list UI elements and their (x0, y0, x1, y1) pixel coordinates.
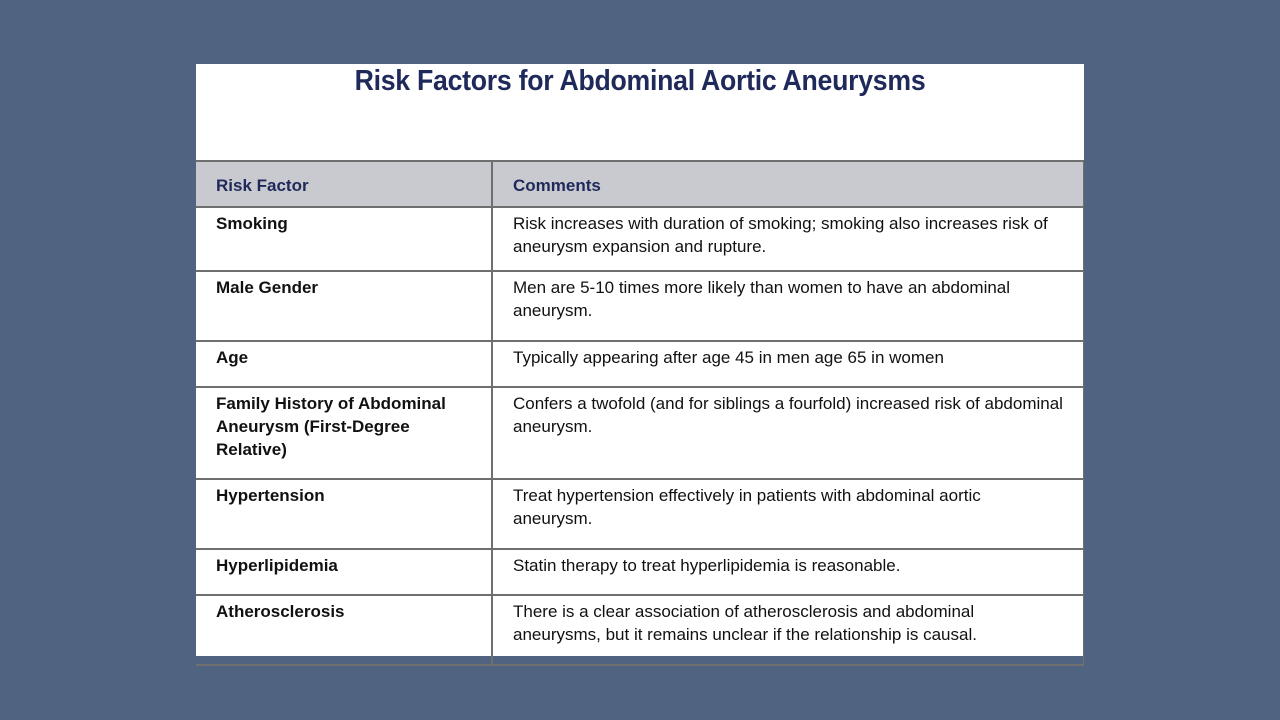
comment-cell: Risk increases with duration of smoking; smoking also increases risk of aneurysm expansion and rupture. (492, 207, 1084, 271)
risk-factor-cell: Age (196, 341, 492, 387)
comment-cell: There is a clear association of atherosclerosis and abdominal aneurysms, but it remains unclear if the relationship is causal. (492, 595, 1084, 665)
table-header-row (196, 161, 1084, 207)
comment-cell: Statin therapy to treat hyperlipidemia is reasonable. (492, 549, 1084, 595)
table-row (196, 549, 1084, 595)
slide (196, 64, 1084, 656)
header-comments: Comments (492, 161, 1084, 207)
comment-cell: Typically appearing after age 45 in men age 65 in women (492, 341, 1084, 387)
table-row (196, 479, 1084, 549)
risk-factor-cell: Male Gender (196, 271, 492, 341)
table-row (196, 271, 1084, 341)
risk-factor-cell: Atherosclerosis (196, 595, 492, 665)
table-row (196, 595, 1084, 665)
table-row (196, 207, 1084, 271)
table-row (196, 387, 1084, 479)
risk-factor-cell: Smoking (196, 207, 492, 271)
risk-factor-cell: Hypertension (196, 479, 492, 549)
comment-cell: Men are 5-10 times more likely than women to have an abdominal aneurysm. (492, 271, 1084, 341)
comment-cell: Confers a twofold (and for siblings a fourfold) increased risk of abdominal aneurysm. (492, 387, 1084, 479)
comment-cell: Treat hypertension effectively in patients with abdominal aortic aneurysm. (492, 479, 1084, 549)
risk-factor-cell: Hyperlipidemia (196, 549, 492, 595)
risk-factor-cell: Family History of Abdominal Aneurysm (First-Degree Relative) (196, 387, 492, 479)
slide-title-text: Risk Factors for Abdominal Aortic Aneurysms (354, 65, 926, 97)
risk-factors-table (196, 160, 1084, 666)
header-risk-factor: Risk Factor (196, 161, 492, 207)
table-row (196, 341, 1084, 387)
slide-title (232, 64, 1049, 160)
